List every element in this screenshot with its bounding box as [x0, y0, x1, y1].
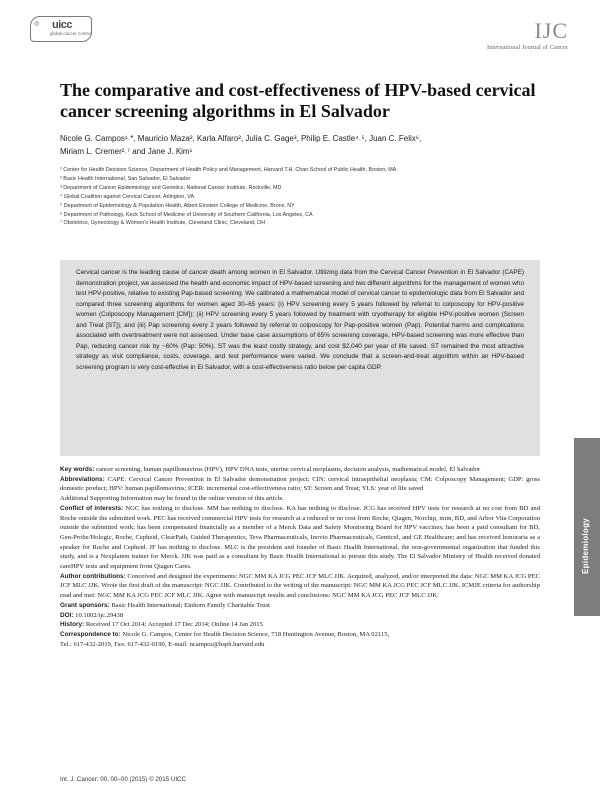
- article-metadata: [60, 465, 540, 649]
- affiliation-3: ³ Department of Cancer Epidemiology and Genetics, National Cancer Institute, Rockville, MD: [60, 184, 282, 191]
- affiliation-4: ⁴ Global Coalition against Cervical Cancer, Arlington, VA: [60, 193, 195, 200]
- conflict-of-interests: [60, 504, 540, 572]
- affiliation-7: ⁷ Obstetrics, Gynecology & Women's Health Institute, Cleveland Clinic, Cleveland, OH: [60, 220, 266, 227]
- logo-subtitle: global cancer control: [50, 31, 92, 36]
- abstract-text: Cervical cancer is the leading cause of cancer death among women in El Salvador. Utilizing data from the Cervical Cancer Prevention in El Salvador (CAPE) demonstration project, we assessed the health and economic impact of HPV-based screening and two different algorithms for the management of women who test HPV-positive, relative to existing Pap-based screening. We calibrated a mathematical model of cervical cancer to epidemiologic data from El Salvador and compared three screening algorithms for women aged 30–65 years: (i) HPV screening every 5 years followed by referral to colposcopy for HPV-positive women (Colposcopy Management [CM]); (ii) HPV screening every 5 years followed by treatment with cryotherapy for eligible HPV-positive women (Screen and Treat [ST]); and (iii) Pap screening every 2 years followed by referral to colposcopy for Pap-positive women (Pap). Potential harms and complications associated with overtreatment were not assessed. Under base case assumptions of 65% screening coverage, HPV-based screening was more effective than Pap, reducing cancer risk by ~60% (Pap: 50%). ST was the least costly strategy, and cost $2,040 per year of life saved. ST remained the most attractive strategy as visit compliance, costs, coverage, and test performance were varied. We conclude that a screen-and-treat algorithm within an HPV-based screening program is very cost-effective in El Salvador, with a cost-effectiveness ratio below per capita GDP.: [76, 269, 524, 371]
- coi-text: NGC has nothing to disclose. MM has nothing to disclose. KA has nothing to disclose. JCG has received HPV tests for research at no cost from BD and Roche outside the submitted work. PEC has received commercial HPV tests for research at a reduced or no cost from Roche, Qiagen, Norchip, mtm, BD, and Arbor Vita Corporation outside the submitted work; has been compensated financially as a member of a Merck Data and Safety Monitoring Board for HPV vaccines; has been a paid consultant for BD, Gen-Probe/Hologic, Roche, Cepheid, ClearPath, Guided Therapeutics, Teva Pharmaceuticals, Inovio Pharmaceuticals, Genticel, and GE Healthcare; and has received honoraria as a speaker for Roche and Cepheid. JF has nothing to disclose. MLC is the president and founder of Basic Health International, the non-governmental organization that funded this study, and is a Nexplanon trainer for Merck. JJK was paid as a consultant by Basic Health International to pursue this study. The El Salvador Ministry of Health received donated careHPV tests and equipment from Qiagen Cares.: [60, 504, 540, 571]
- history: [60, 620, 540, 630]
- abstract-box: [60, 260, 540, 456]
- side-tab-label: Epidemiology: [581, 517, 590, 574]
- contrib-label: Author contributions:: [60, 572, 126, 580]
- doi-label: DOI:: [60, 611, 74, 619]
- journal-abbreviation: IJC: [534, 18, 568, 43]
- affiliation-2: ² Basic Health International, San Salvador, El Salvador: [60, 175, 191, 182]
- grant-label: Grant sponsors:: [60, 601, 110, 609]
- affiliations: [60, 166, 540, 228]
- author-contributions: [60, 572, 540, 601]
- history-label: History:: [60, 621, 85, 629]
- author-list: [60, 132, 540, 158]
- doi-link[interactable]: 10.1002/ijc.29438: [75, 611, 124, 619]
- corr-line-2: Tel.: 617-432-2019, Fax: 617-432-0190, E-mail: ncampos@hsph.harvard.edu: [60, 640, 265, 648]
- logo-emblem-icon: ◎: [34, 21, 40, 27]
- authors-line-1: Nicole G. Campos¹˒*, Mauricio Maza², Karla Alfaro², Julia C. Gage³, Philip E. Castle⁴˒⁵, Juan C. Felix⁶,: [60, 134, 422, 143]
- section-side-tab: [574, 438, 600, 616]
- journal-name: International Journal of Cancer: [486, 44, 568, 51]
- keywords-text: cancer screening, human papillomavirus (HPV), HPV DNA tests, uterine cervical neoplasms, decision analysis, mathematical model, El Salvador: [96, 466, 481, 473]
- grant-sponsors: [60, 601, 540, 611]
- abbreviations: [60, 475, 540, 494]
- doi: [60, 611, 540, 621]
- article-title: [60, 80, 540, 122]
- contrib-text: Conceived and designed the experiments: NGC MM KA JCG PEC JCF MLC JJK. Acquired, analyzed, and/or interpreted the data: NGC MM KA JCG PEC JCF MLC JJK. Wrote the first draft of the manuscript: NGC JJK. Contributed to the writing of the manuscript: NGC MM KA JCG PEC JCF MLC JJK. ICMJE criteria for authorship read and met: NGC MM KA JCG PEC JCF MLC JJK. Agree with manuscript results and conclusions: NGC MM KA JCG PEC JCF MLC JJK.: [60, 572, 541, 600]
- abbreviations-label: Abbreviations:: [60, 475, 105, 483]
- title-line-2: cancer screening algorithms in El Salvador: [60, 101, 390, 121]
- keywords-label: Key words:: [60, 466, 95, 473]
- corr-label: Correspondence to:: [60, 630, 121, 638]
- authors-line-2: Miriam L. Cremer²˒⁷ and Jane J. Kim¹: [60, 147, 193, 156]
- title-line-1: The comparative and cost-effectiveness of HPV-based cervical: [60, 80, 536, 100]
- coi-label: Conflict of interests:: [60, 504, 124, 512]
- grant-text: Basic Health International; Einhorn Family Charitable Trust: [111, 601, 270, 609]
- affiliation-1: ¹ Center for Health Decision Science, Department of Health Policy and Management, Harvard T.H. Chan School of Public Health, Boston, MA: [60, 167, 397, 173]
- affiliation-6: ⁶ Department of Pathology, Keck School of Medicine of University of Southern California, Los Angeles, CA: [60, 211, 313, 218]
- logo-text: uicc: [52, 19, 73, 31]
- page-footer-citation: Int. J. Cancer: 00, 00–00 (2015) © 2015 UICC: [60, 776, 186, 783]
- correspondence: [60, 630, 540, 649]
- affiliation-5: ⁵ Department of Epidemiology & Population Health, Albert Einstein College of Medicine, Bronx, NY: [60, 202, 295, 209]
- keywords: [60, 465, 540, 475]
- history-text: Received 17 Oct 2014; Accepted 17 Dec 2014; Online 14 Jan 2015: [85, 621, 263, 629]
- abbreviations-text: CAPE: Cervical Cancer Prevention in El Salvador demonstration project; CIN: cervical intraepithelial neoplasia; CM: Colposcopy Management; GDP: gross domestic product; HPV: human papillomavirus; ICER: incremental cost-effectiveness ratio; ST: Screen and Treat; YLS: year of life saved: [60, 475, 541, 493]
- uicc-logo: [30, 16, 110, 44]
- corr-line-1: Nicole G. Campos, Center for Health Decision Science, 718 Huntington Avenue, Boston, MA 02115,: [122, 630, 390, 638]
- supporting-info: Additional Supporting Information may be found in the online version of this article.: [60, 495, 284, 503]
